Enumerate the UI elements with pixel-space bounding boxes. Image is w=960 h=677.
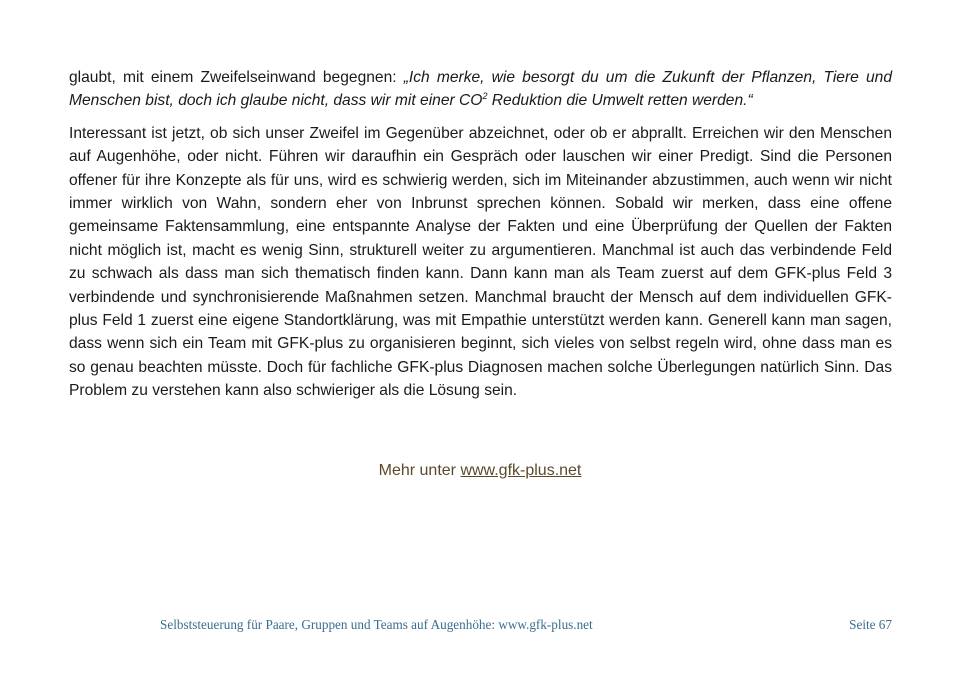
paragraph-intro: glaubt, mit einem Zweifelseinwand begegnen:: [69, 69, 404, 86]
footer-title: Selbststeuerung für Paare, Gruppen und Teams auf Augenhöhe: www.gfk-plus.net: [160, 617, 593, 632]
page-number: Seite 67: [849, 617, 892, 632]
paragraph-quote: [69, 66, 892, 113]
page-body: [69, 66, 892, 403]
quote-text-end: Reduktion die Umwelt retten werden.“: [487, 92, 753, 110]
more-info-line: [0, 462, 960, 480]
paragraph-main: Interessant ist jetzt, ob sich unser Zweifel im Gegenüber abzeichnet, oder ob er abprallt. Erreichen wir den Menschen auf Augenhöhe, oder nicht. Führen wir daraufhin ein Gespräch oder lauschen wir einer Predigt. Sind die Personen offener für ihre Konzepte als für uns, wird es schwierig werden, sich im Miteinander abzustimmen, auch wenn wir nicht immer wirklich von Wahn, sondern eher von Inbrunst sprechen können. Sobald wir merken, dass eine offene gemeinsame Faktensammlung, eine entspannte Analyse der Fakten und eine Überprüfung der Quellen der Fakten nicht möglich ist, macht es wenig Sinn, strukturell weiter zu argumentieren. Manchmal ist auch das verbindende Feld zu schwach als dass man sich thematisch finden kann. Dann kann man als Team zuerst auf dem GFK-plus Feld 3 verbindende und synchronisierende Maßnahmen setzen. Manchmal braucht der Mensch auf dem individuellen GFK-plus Feld 1 zuerst eine eigene Standortklärung, was mit Empathie unterstützt werden kann. Generell kann man sagen, dass wenn sich ein Team mit GFK-plus zu organisieren beginnt, sich vieles von selbst regeln wird, ohne dass man es so genau beachten müsste. Doch für fachliche GFK-plus Diagnosen machen solche Überlegungen natürlich Sinn. Das Problem zu verstehen kann also schwieriger als die Lösung sein.: [69, 124, 892, 400]
more-info-prefix: Mehr unter: [378, 462, 461, 479]
quote-text-start: „Ich merke, wie besorgt du um die Zukunft der Pflanzen, Tiere und Menschen bist, doch ich glaube nicht, dass wir mit einer CO: [69, 69, 892, 110]
co2-subscript: 2: [482, 91, 488, 102]
website-link[interactable]: www.gfk-plus.net: [460, 462, 582, 479]
page-footer: [160, 617, 892, 633]
